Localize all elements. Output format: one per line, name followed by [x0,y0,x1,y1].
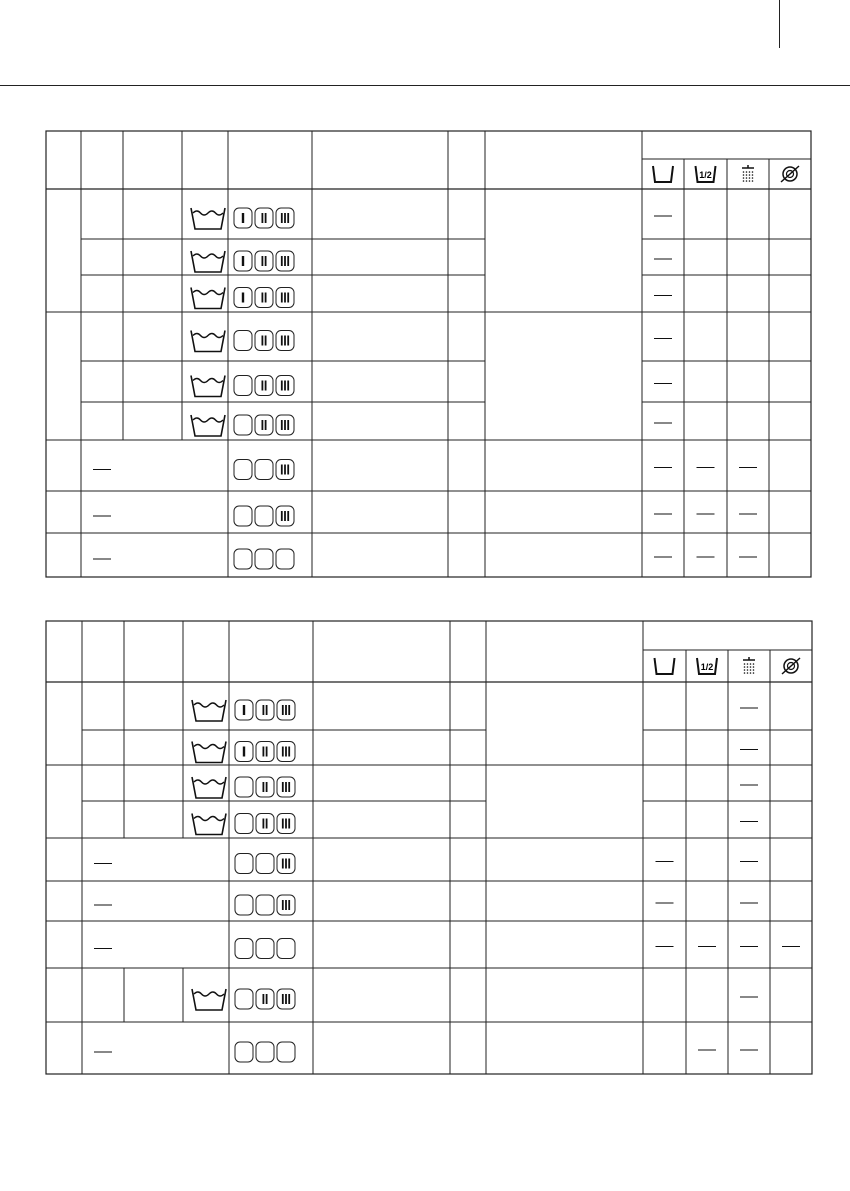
spin-button[interactable] [234,460,252,480]
water-drop [744,663,746,665]
wash-tub-40-icon [191,251,225,272]
water-drop [746,177,748,179]
spin-button[interactable] [235,939,253,959]
spin-button[interactable] [235,777,253,797]
spin-button[interactable] [234,415,252,435]
water-drop [743,171,745,173]
tub-outline [653,166,673,182]
wash-tub-30-icon [191,331,225,352]
spin-buttons-group [234,376,294,396]
spin-buttons-group [235,777,295,797]
water-drop [753,672,755,674]
wash-table-2 [46,621,812,1074]
spin-button[interactable] [234,549,252,569]
water-wave [193,334,223,338]
spin-button[interactable] [255,331,273,351]
water-wave [194,745,224,749]
water-wave [193,254,223,258]
water-drop [743,177,745,179]
wash-tub-60-icon [191,415,225,436]
table-frame [46,131,811,577]
spin-button[interactable] [255,506,273,526]
spin-button[interactable] [256,895,274,915]
spin-buttons-group [235,895,295,915]
spin-button[interactable] [255,251,273,271]
water-drop [747,672,749,674]
water-drop [753,663,755,665]
water-wave [193,418,223,422]
wash-tub-40-icon [192,742,226,763]
wash-tub-30-icon [192,989,226,1010]
water-drop [744,666,746,668]
water-drop [752,174,754,176]
spin-button[interactable] [255,415,273,435]
water-drop [746,180,748,182]
water-drop [746,174,748,176]
spin-button[interactable] [256,1042,274,1062]
spin-button[interactable] [255,288,273,308]
normal-wash-icon [653,166,673,182]
spin-button[interactable] [277,939,295,959]
rinse-shower-icon [743,657,755,674]
spin-buttons-group [235,989,295,1009]
spin-button[interactable] [255,376,273,396]
water-drop [743,174,745,176]
water-drop [743,180,745,182]
spin-buttons-group [235,742,295,762]
wash-table-1 [46,131,811,577]
water-wave [193,291,223,295]
spin-button[interactable] [235,989,253,1009]
wash-tub-30-icon [192,700,226,721]
water-drop [744,669,746,671]
water-wave [194,780,224,784]
wash-tub-30-icon [191,208,225,229]
water-drop [753,666,755,668]
water-drop [752,180,754,182]
spin-button[interactable] [256,814,274,834]
wash-tub-60-icon [191,288,225,309]
water-wave [194,817,224,821]
spin-button[interactable] [255,208,273,228]
water-drop [747,663,749,665]
water-wave [193,379,223,383]
water-drop [750,672,752,674]
water-drop [750,669,752,671]
spin-buttons-group [235,854,295,874]
spin-buttons-group [235,939,295,959]
spin-button[interactable] [255,549,273,569]
table-frame [46,621,812,1074]
no-spin-icon [781,166,799,182]
half-load-label: 1/2 [700,662,714,672]
water-drop [744,672,746,674]
no-spin-icon [782,658,800,674]
wash-tub-40-icon [192,814,226,835]
spin-button[interactable] [235,814,253,834]
normal-wash-icon [655,658,675,674]
water-drop [753,669,755,671]
spin-buttons-group [234,208,294,228]
spin-button[interactable] [256,854,274,874]
water-drop [749,180,751,182]
spin-button[interactable] [235,854,253,874]
spin-buttons-group [234,251,294,271]
spin-buttons-group [234,506,294,526]
water-drop [746,171,748,173]
spin-buttons-group [235,700,295,720]
half-load-icon [697,658,717,674]
water-drop [747,666,749,668]
spin-button[interactable] [256,700,274,720]
spin-button[interactable] [277,1042,295,1062]
spin-button[interactable] [256,939,274,959]
spin-buttons-group [234,331,294,351]
spin-button[interactable] [256,777,274,797]
water-drop [749,171,751,173]
spin-button[interactable] [256,742,274,762]
spin-buttons-group [234,460,294,480]
spin-button[interactable] [276,549,294,569]
spin-button[interactable] [255,460,273,480]
half-load-icon [696,166,716,182]
spin-buttons-group [235,814,295,834]
water-drop [750,666,752,668]
spin-button[interactable] [235,895,253,915]
spin-buttons-group [234,549,294,569]
water-drop [750,663,752,665]
spin-buttons-group [235,1042,295,1062]
water-wave [194,703,224,707]
water-drop [749,174,751,176]
spin-button[interactable] [234,331,252,351]
half-load-label: 1/2 [699,170,712,180]
spin-button[interactable] [256,989,274,1009]
water-drop [752,171,754,173]
tub-outline [655,658,675,674]
wash-tub-30-icon [192,777,226,798]
spin-button[interactable] [235,1042,253,1062]
water-drop [747,669,749,671]
water-wave [193,211,223,215]
spin-button[interactable] [234,376,252,396]
water-drop [749,177,751,179]
spin-button[interactable] [234,506,252,526]
rinse-shower-icon [742,165,754,182]
water-wave [194,992,224,996]
spin-buttons-group [234,415,294,435]
wash-tub-40-icon [191,376,225,397]
water-drop [752,177,754,179]
spin-buttons-group [234,288,294,308]
